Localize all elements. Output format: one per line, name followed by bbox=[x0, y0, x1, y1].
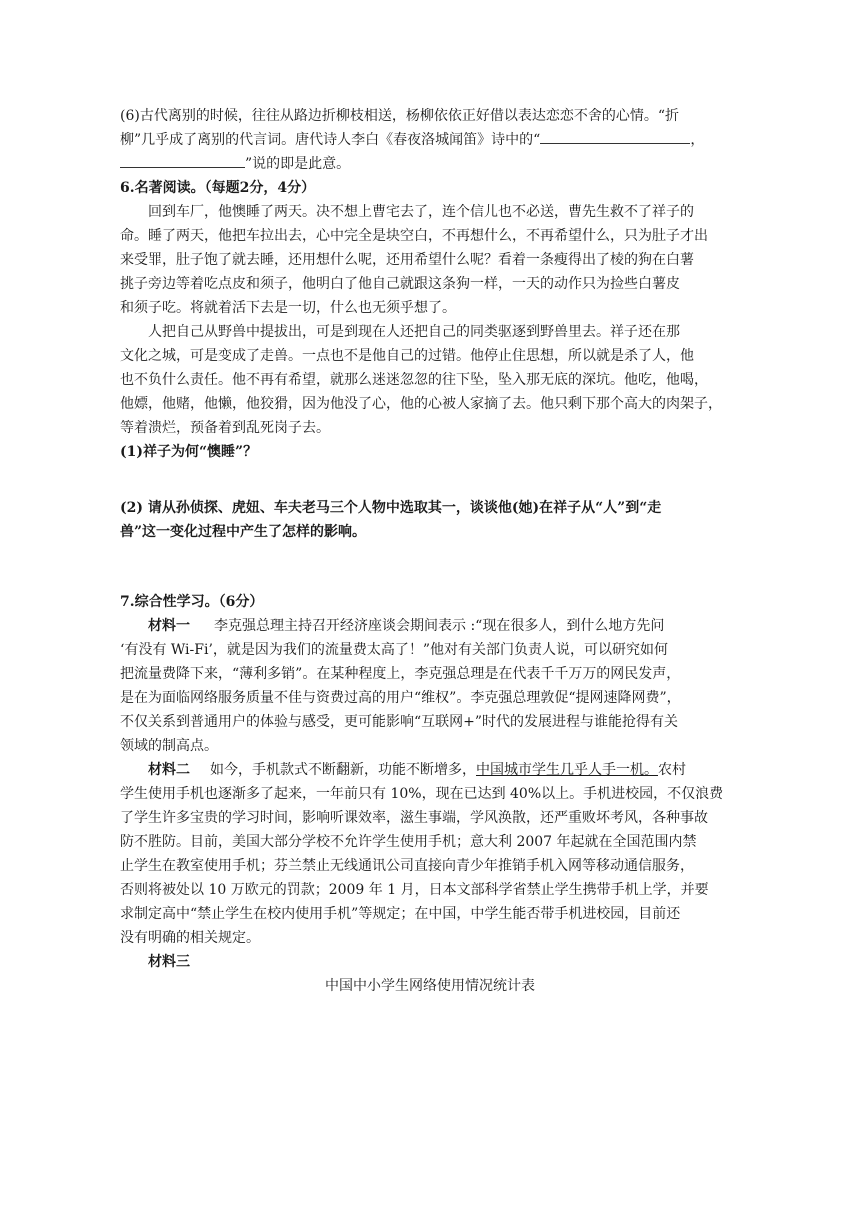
q5-6-line2-text: 柳”几乎成了离别的代言词。唐代诗人李白《春夜洛城闻笛》诗中的“ bbox=[120, 132, 541, 148]
answer-blank-1[interactable] bbox=[540, 129, 690, 144]
material-2-text-end: 农村 bbox=[658, 762, 686, 778]
q7-m1-line: 把流量费降下来，“薄利多销”。在某种程度上，李克强总理是在代表千千万万的网民发声， bbox=[120, 666, 681, 682]
material-2-label: 材料二 bbox=[148, 762, 190, 778]
q6-title: 6.名著阅读。（每题2分，4分） bbox=[120, 180, 316, 196]
q7-m2-line: 防不胜防。目前，美国大部分学校不允许学生使用手机；意大利 2007 年起就在全国范围内禁 bbox=[120, 834, 697, 850]
material-1-label: 材料一 bbox=[148, 618, 190, 634]
q6-p2-line: 他嫖，他赌，他懒，他狡猾，因为他没了心，他的心被人家摘了去。他只剩下那个高大的肉架子， bbox=[120, 396, 722, 412]
table-title-text: 中国中小学生网络使用情况统计表 bbox=[325, 978, 535, 994]
q7-m2-line: 没有明确的相关规定。 bbox=[120, 930, 260, 946]
q7-m2-line: 了学生许多宝贵的学习时间，影响听课效率，滋生事端，学风涣散，还严重败坏考风，各种事故 bbox=[120, 810, 708, 826]
q7-m2-line: 否则将被处以 10 万欧元的罚款；2009 年 1 月，日本文部科学省禁止学生携带手机上学，并要 bbox=[120, 882, 709, 898]
q6-p2-line: 也不负什么责任。他不再有希望，就那么迷迷忽忽的往下坠，坠入那无底的深坑。他吃，他喝， bbox=[120, 372, 708, 388]
answer-blank-2[interactable] bbox=[120, 153, 245, 168]
q7-m1-line: 不仅关系到普通用户的体验与感受，更可能影响“互联网+”时代的发展进程与谁能抢得有关 bbox=[120, 714, 679, 730]
q6-p1-line: 回到车厂，他懊睡了两天。决不想上曹宅去了，连个信儿也不必送，曹先生救不了祥子的 bbox=[148, 204, 694, 220]
q5-6-line1: (6)古代离别的时候，往往从路边折柳枝相送，杨柳依依正好借以表达恋恋不舍的心情。“折 bbox=[120, 108, 679, 124]
table-title bbox=[120, 960, 740, 994]
q6-sub2-line1: (2) 请从孙侦探、虎妞、车夫老马三个人物中选取其一，谈谈他(她)在祥子从“人”到“走 bbox=[120, 500, 662, 516]
q7-m2-line bbox=[148, 758, 768, 782]
q6-p1-line: 和须子吃。将就着活下去是一切，什么也无须乎想了。 bbox=[120, 300, 456, 316]
underlined-phrase: 中国城市学生几乎人手一机。 bbox=[476, 762, 658, 778]
q7-m1-line: 是在为面临网络服务质量不佳与资费过高的用户“维权”。李克强总理敦促“提网速降网费”， bbox=[120, 690, 681, 706]
material-3-label: 材料三 bbox=[148, 954, 190, 970]
q7-m1-line bbox=[148, 614, 768, 638]
q7-m1-line: 领域的制高点。 bbox=[120, 738, 218, 754]
q7-title: 7.综合性学习。（6分） bbox=[120, 594, 264, 610]
q6-p2-line: 人把自己从野兽中提拔出，可是到现在人还把自己的同类驱逐到野兽里去。祥子还在那 bbox=[148, 324, 680, 340]
q7-m2-line: 学生使用手机也逐渐多了起来，一年前只有 10%，现在已达到 40%以上。手机进校园，不仅浪费 bbox=[120, 786, 724, 802]
q6-p1-line: 挑子旁边等着吃点皮和须子，他明白了他自己就跟这条狗一样，一天的动作只为捡些白薯皮 bbox=[120, 276, 680, 292]
q7-m1-line: ‘有没有 Wi-Fi’，就是因为我们的流量费太高了！”他对有关部门负责人说，可以研究如何 bbox=[120, 642, 669, 658]
q7-m2-line: 止学生在教室使用手机；芬兰禁止无线通讯公司直接向青少年推销手机入网等移动通信服务， bbox=[120, 858, 694, 874]
material-1-text: 李克强总理主持召开经济座谈会期间表示 :“现在很多人，到什么地方先问 bbox=[214, 618, 665, 634]
q6-p2-line: 等着溃烂，预备着到乱死岗子去。 bbox=[120, 420, 330, 436]
q5-6-line2 bbox=[120, 128, 740, 152]
q6-p2-line: 文化之城，可是变成了走兽。一点也不是他自己的过错。他停止住思想，所以就是杀了人，他 bbox=[120, 348, 694, 364]
q6-p1-line: 来受罪，肚子饱了就去睡，还用想什么呢，还用希望什么呢？看着一条瘦得出了棱的狗在白薯 bbox=[120, 252, 694, 268]
q5-6-line3 bbox=[120, 152, 740, 176]
q6-p1-line: 命。睡了两天，他把车拉出去，心中完全是块空白，不再想什么，不再希望什么，只为肚子才出 bbox=[120, 228, 708, 244]
q7-m2-line: 求制定高中“禁止学生在校内使用手机”等规定；在中国，中学生能否带手机进校园，目前还 bbox=[120, 906, 681, 922]
q5-6-line3-text: ”说的即是此意。 bbox=[245, 156, 351, 172]
q6-sub1: (1)祥子为何“懊睡”？ bbox=[120, 444, 258, 460]
material-2-text: 如今，手机款式不断翻新，功能不断增多， bbox=[210, 762, 476, 778]
q5-6-comma: ， bbox=[690, 132, 705, 148]
q6-sub2-line2: 兽”这一变化过程中产生了怎样的影响。 bbox=[120, 524, 367, 540]
